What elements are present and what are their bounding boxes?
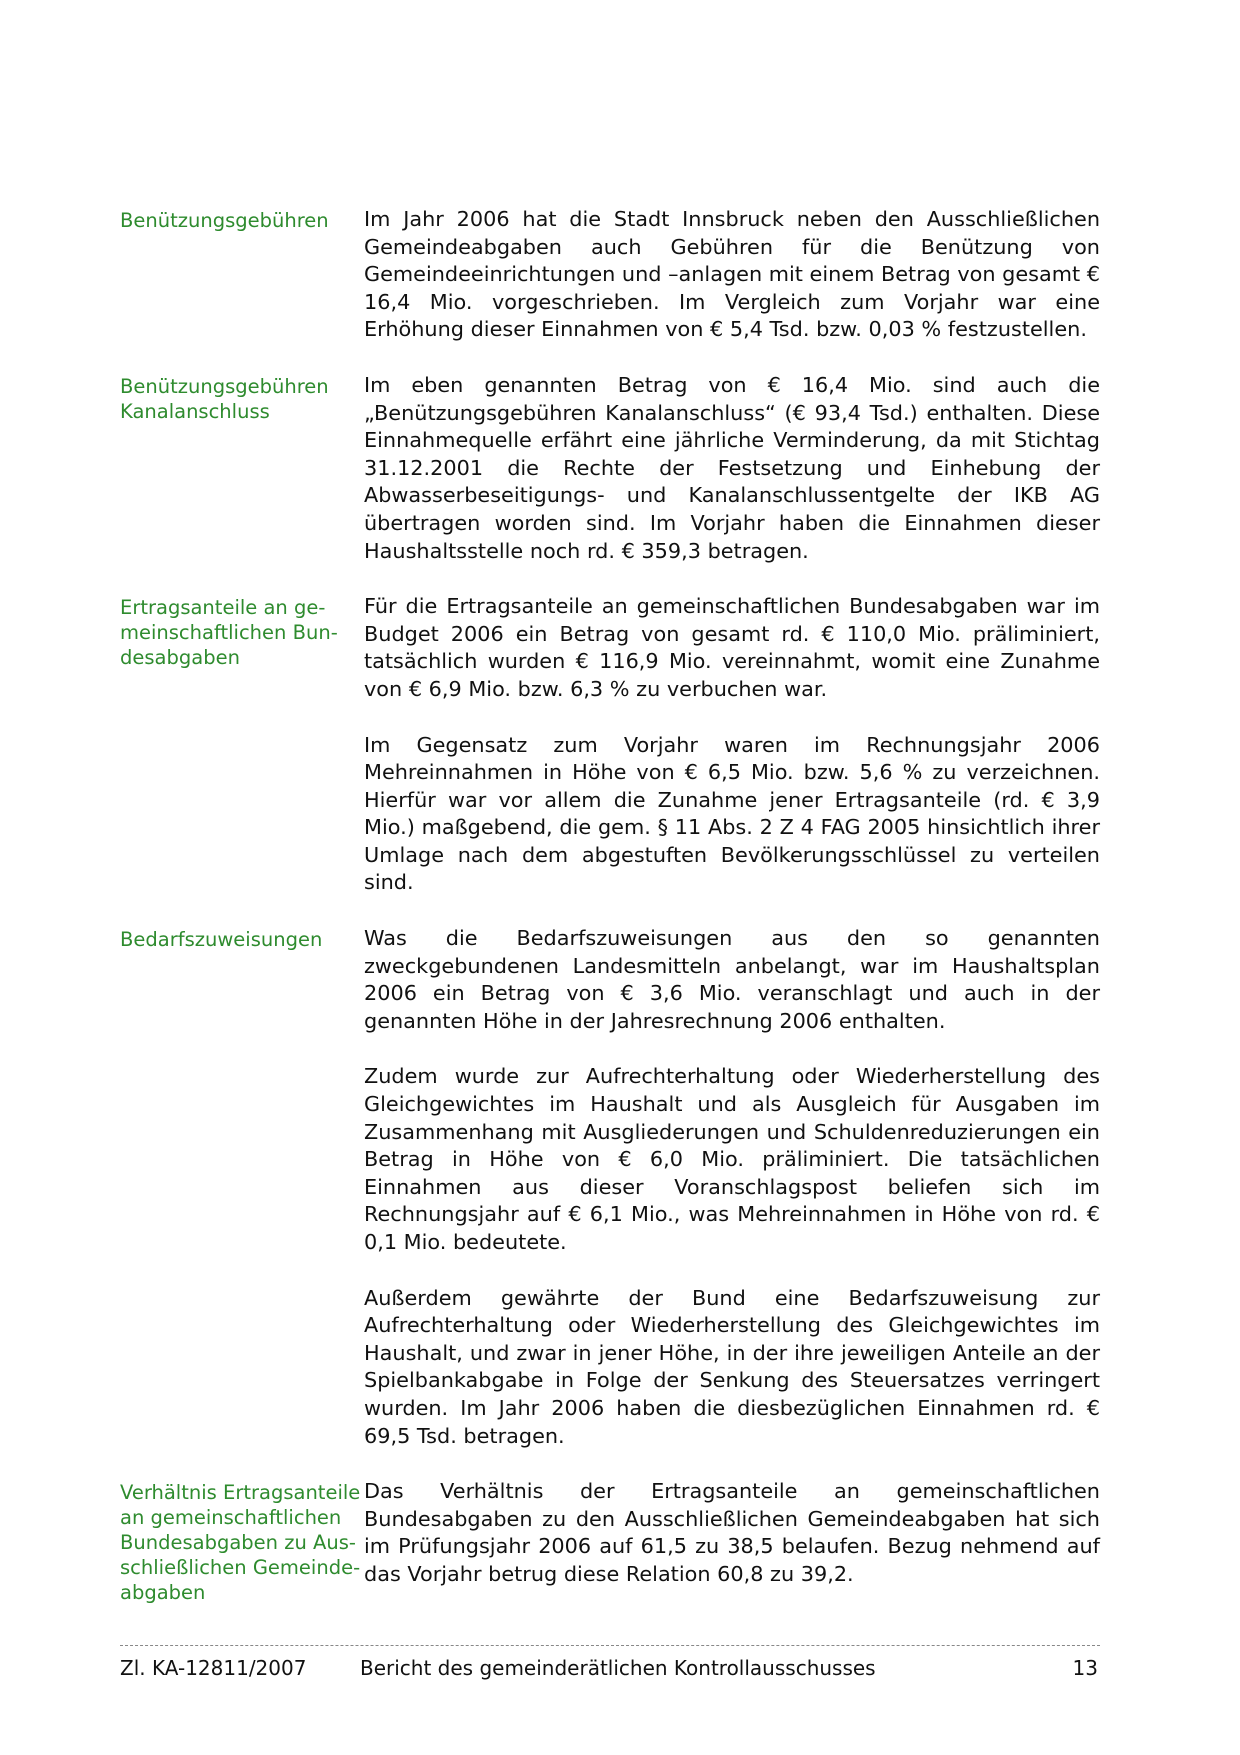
section-body — [364, 1478, 1100, 1605]
paragraph: Was die Bedarfszuweisungen aus den so genannten zweckgebundenen Landesmitteln anbelangt, war im Haushaltsplan 2006 ein Betrag von € 3,6 Mio. veranschlagt und auch in der genannten Höhe in der Jahresrechnung 2006 enthalten. — [364, 926, 1100, 1033]
report-content — [120, 206, 1100, 1633]
margin-label — [120, 925, 364, 1450]
paragraph: Außerdem gewährte der Bund eine Bedarfszuweisung zur Aufrechterhaltung oder Wiederherstellung des Gleichgewichtes im Haushalt, und zwar in jener Höhe, in der ihre jeweiligen Anteile an der Spielbankabgabe in Folge der Senkung des Steuersatzes verringert wurden. Im Jahr 2006 haben die diesbezüglichen Einnahmen rd. € 69,5 Tsd. betragen. — [364, 1285, 1100, 1448]
section-benuetzungsgebuehren — [120, 206, 1100, 344]
section-body — [364, 206, 1100, 344]
section-bedarfszuweisungen — [120, 925, 1100, 1450]
margin-label-line: abgaben — [120, 1581, 206, 1605]
footer-divider — [120, 1645, 1100, 1646]
paragraph: Das Verhältnis der Ertragsanteile an gemeinschaftlichen Bundesabgaben zu den Ausschließlichen Gemeindeabgaben hat sich im Prüfungsjahr 2006 auf 61,5 zu 38,5 belaufen. Bezug nehmend auf das Vorjahr betrug diese Relation 60,8 zu 39,2. — [364, 1479, 1100, 1586]
section-kanalanschluss — [120, 372, 1100, 565]
margin-label — [120, 372, 364, 565]
margin-label-line: an gemeinschaftlichen — [120, 1506, 342, 1530]
page-number: 13 — [1072, 1656, 1098, 1680]
paragraph: Im Gegensatz zum Vorjahr waren im Rechnungsjahr 2006 Mehreinnahmen in Höhe von € 6,5 Mio. bzw. 5,6 % zu verzeichnen. Hierfür war vor allem die Zunahme jener Ertragsanteile (rd. € 3,9 Mio.) maßgebend, die gem. § 11 Abs. 2 Z 4 FAG 2005 hinsichtlich ihrer Umlage nach dem abgestuften Bevölkerungsschlüssel zu verteilen sind. — [364, 732, 1100, 895]
section-body — [364, 593, 1100, 897]
section-body — [364, 925, 1100, 1450]
section-verhaeltnis — [120, 1478, 1100, 1605]
margin-label-line: Benützungsgebühren — [120, 209, 329, 232]
margin-label-line: desabgaben — [120, 646, 240, 670]
margin-label-line: Ertragsanteile an ge- — [120, 596, 326, 620]
section-ertragsanteile — [120, 593, 1100, 897]
margin-label-line: Kanalanschluss — [120, 399, 270, 423]
footer-reference: Zl. KA-12811/2007 — [120, 1656, 307, 1680]
paragraph: Für die Ertragsanteile an gemeinschaftlichen Bundesabgaben war im Budget 2006 ein Betrag von gesamt rd. € 110,0 Mio. präliminiert, tatsächlich wurden € 116,9 Mio. vereinnahmt, womit eine Zunahme von € 6,9 Mio. bzw. 6,3 % zu verbuchen war. — [364, 594, 1100, 701]
margin-label-line: Verhältnis Ertragsanteile — [120, 1481, 361, 1505]
section-body — [364, 372, 1100, 565]
footer-title: Bericht des gemeinderätlichen Kontrollausschusses — [360, 1656, 876, 1680]
margin-label-line: Bundesabgaben zu Aus- — [120, 1531, 356, 1555]
paragraph: Im Jahr 2006 hat die Stadt Innsbruck neben den Ausschließlichen Gemeindeabgaben auch Gebühren für die Benützung von Gemeindeeinrichtungen und –anlagen mit einem Betrag von gesamt € 16,4 Mio. vorgeschrieben. Im Vergleich zum Vorjahr war eine Erhöhung dieser Einnahmen von € 5,4 Tsd. bzw. 0,03 % festzustellen. — [364, 207, 1100, 342]
margin-label-line: Benützungsgebühren — [120, 374, 329, 398]
margin-label — [120, 1478, 364, 1605]
margin-label — [120, 593, 364, 897]
margin-label-line: meinschaftlichen Bun- — [120, 621, 338, 645]
paragraph: Im eben genannten Betrag von € 16,4 Mio. sind auch die „Benützungsgebühren Kanalanschluss“ (€ 93,4 Tsd.) enthalten. Diese Einnahmequelle erfährt eine jährliche Verminderung, da mit Stichtag 31.12.2001 die Rechte der Festsetzung und Einhebung der Abwasserbeseitigungs- und Kanalanschlussentgelte der IKB AG übertragen worden sind. Im Vorjahr haben die Einnahmen dieser Haushaltsstelle noch rd. € 359,3 betragen. — [364, 372, 1100, 563]
margin-label-line: schließlichen Gemeinde- — [120, 1556, 361, 1580]
margin-label-line: Bedarfszuweisungen — [120, 928, 323, 952]
paragraph: Zudem wurde zur Aufrechterhaltung oder Wiederherstellung des Gleichgewichtes im Haushalt und als Ausgleich für Ausgaben im Zusammenhang mit Ausgliederungen und Schuldenreduzierungen ein Betrag in Höhe von € 6,0 Mio. präliminiert. Die tatsächlichen Einnahmen aus dieser Voranschlagspost beliefen sich im Rechnungsjahr auf € 6,1 Mio., was Mehreinnahmen in Höhe von rd. € 0,1 Mio. bedeutete. — [364, 1064, 1100, 1254]
margin-label — [120, 206, 364, 344]
